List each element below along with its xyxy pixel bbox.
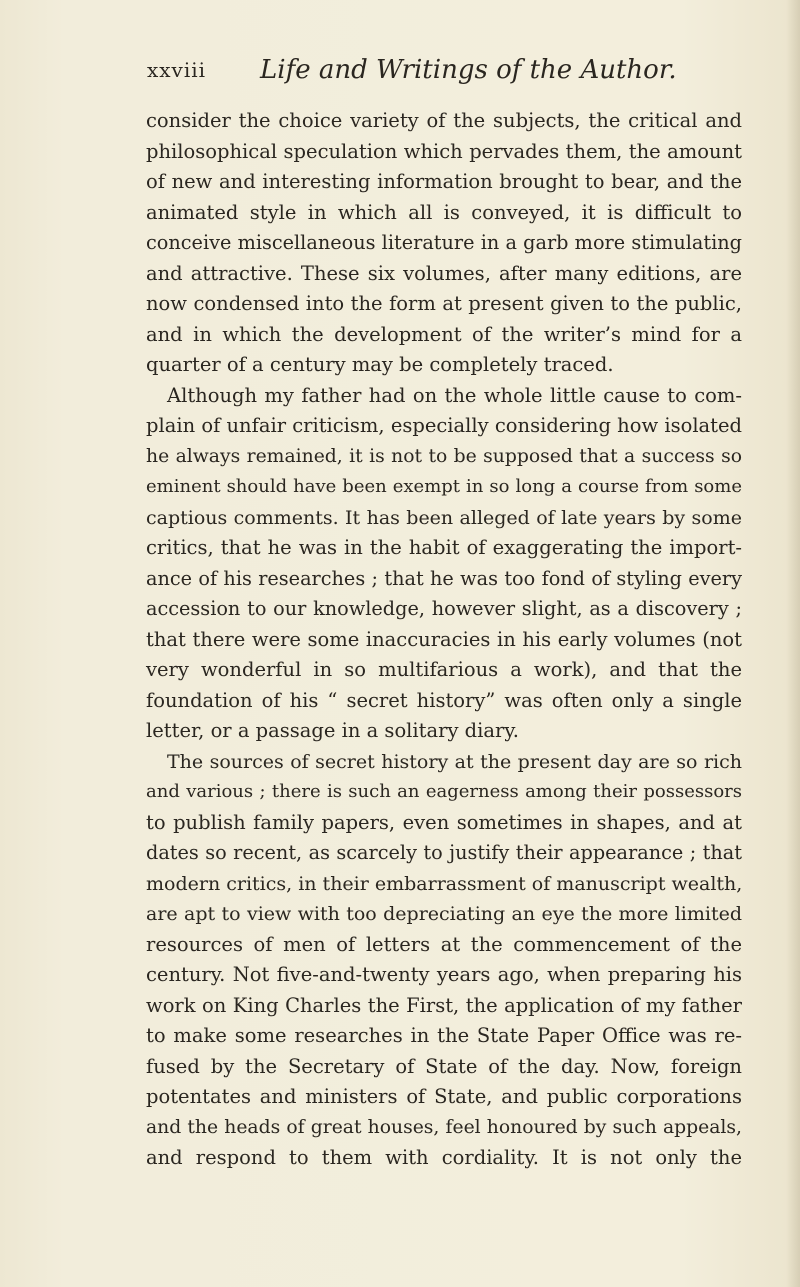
text-line: that there were some inaccuracies in his early volumes (not [146,627,742,651]
text-line: dates so recent, as scarcely to justify their appearance ; that [146,841,742,864]
paragraph-start: The sources of secret history at the present day are so rich [167,750,742,773]
text-line: and in which the development of the writer’s mind for a [146,322,742,346]
text-line: critics, that he was in the habit of exaggerating the import- [146,536,742,559]
text-line: modern critics, in their embarrassment of manuscript wealth, [146,872,743,895]
text-line: philosophical speculation which pervades them, the amount [146,139,742,163]
text-line: work on King Charles the First, the application of my father [146,993,742,1017]
paragraph-start: Although my father had on the whole little cause to com- [167,383,742,407]
text-line: and the heads of great houses, feel honoured by such appeals, [146,1116,742,1138]
text-line: foundation of his “ secret history” was often only a single [146,688,742,712]
text-line: eminent should have been exempt in so long a course from some [146,476,742,497]
text-line: captious comments. It has been alleged of late years by some [146,506,742,529]
text-line: conceive miscellaneous literature in a garb more stimulating [146,231,742,254]
page-header [147,55,677,94]
text-line: accession to our knowledge, however slight, as a discovery ; [146,597,742,620]
page-number: xxviii [147,58,207,82]
text-line: he always remained, it is not to be supposed that a success so [146,445,742,467]
text-line: are apt to view with too depreciating an eye the more limited [146,903,742,925]
text-line: to publish family papers, even sometimes in shapes, and at [146,810,742,834]
text-line: plain of unfair criticism, especially considering how isolated [146,414,743,437]
text-line: century. Not five-and-twenty years ago, when preparing his [146,963,742,986]
text-line: ance of his researches ; that he was too fond of styling every [146,566,742,590]
text-line: and respond to them with cordiality. It is not only the [146,1146,742,1169]
text-line: quarter of a century may be completely traced. [146,353,614,376]
text-line: very wonderful in so multifarious a work), and that the [146,658,742,681]
text-line: consider the choice variety of the subjects, the critical and [146,109,742,132]
text-line: of new and interesting information brought to bear, and the [146,170,742,193]
text-line: to make some researches in the State Paper Office was re- [146,1024,742,1047]
page-edge-shadow [786,0,800,1287]
text-line: potentates and ministers of State, and public corporations [146,1085,742,1108]
running-head: Life and Writings of the Author. [260,55,677,85]
text-line: resources of men of letters at the commencement of the [146,932,742,956]
text-line: and attractive. These six volumes, after many editions, are [146,261,742,285]
text-line: fused by the Secretary of State of the day. Now, foreign [146,1054,742,1078]
text-line: now condensed into the form at present given to the public, [146,292,742,315]
body-text [146,106,742,1174]
text-line: letter, or a passage in a solitary diary. [146,719,519,742]
text-line: animated style in which all is conveyed, it is difficult to [146,200,742,224]
text-line: and various ; there is such an eagerness among their possessors [146,781,742,802]
